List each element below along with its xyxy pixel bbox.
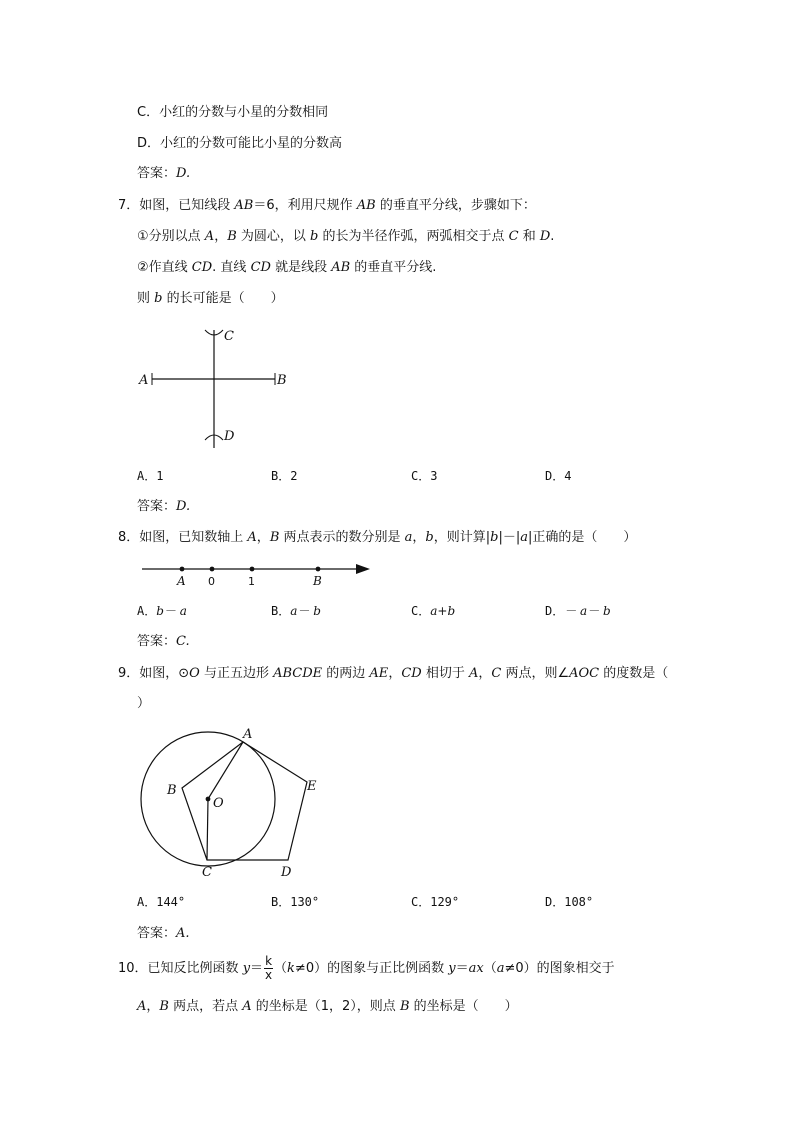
- q7-step2: [137, 259, 436, 277]
- q8-stem: [118, 529, 636, 547]
- center-o: [206, 797, 211, 802]
- var: B: [399, 999, 410, 1014]
- text: ＝: [455, 961, 469, 976]
- q9-stem: [118, 665, 668, 683]
- text: ≠0）的图象相交于: [504, 961, 615, 976]
- q9-option-b: B．130°: [271, 895, 320, 909]
- label-o: O: [213, 796, 224, 811]
- text: 8．如图，已知数轴上: [118, 530, 248, 545]
- q8-number-line: [136, 558, 376, 590]
- option-prefix: B．: [271, 604, 291, 618]
- q8-answer: [137, 633, 190, 651]
- text: （: [483, 961, 497, 976]
- var: A: [242, 999, 252, 1014]
- var: CD: [191, 260, 213, 275]
- option-prefix: D．: [545, 604, 565, 618]
- q8-option-b: [271, 602, 321, 620]
- text: ①分别以点: [137, 229, 205, 244]
- label-b: B: [277, 373, 287, 388]
- text: .: [550, 229, 555, 244]
- var: a: [520, 530, 528, 545]
- var: ABCDE: [273, 666, 323, 681]
- label-d: D: [281, 865, 292, 880]
- option-expr: a－ b: [290, 604, 321, 618]
- q7-step1: [137, 228, 554, 246]
- label-a: A: [243, 727, 253, 742]
- text: 10．已知反比例函数: [118, 961, 243, 976]
- point-one: [250, 567, 255, 572]
- text: 的垂直平分线.: [350, 260, 437, 275]
- var: D: [539, 229, 551, 244]
- q6-answer: [137, 165, 190, 183]
- text: ②作直线: [137, 260, 192, 275]
- text: ，: [146, 999, 160, 1014]
- text: ，: [478, 666, 492, 681]
- var: AE: [369, 666, 389, 681]
- text: ＝6，利用尺规作: [253, 198, 357, 213]
- var: A: [468, 666, 479, 681]
- q8-option-d: [545, 602, 611, 620]
- label-zero: 0: [208, 575, 215, 588]
- text: ，: [388, 666, 402, 681]
- var: AOC: [569, 666, 600, 681]
- q9-option-a: A．144°: [137, 895, 186, 909]
- segment-oc: [207, 799, 208, 860]
- var: CD: [401, 666, 422, 681]
- text: 的坐标是（ ）: [409, 999, 518, 1014]
- text: 7．如图，已知线段: [118, 198, 235, 213]
- answer-value: D.: [176, 166, 191, 181]
- q9-stem-cont: ）: [137, 696, 151, 711]
- q6-option-c: C．小红的分数与小星的分数相同: [137, 105, 329, 120]
- var: a: [496, 961, 505, 976]
- text: ，: [256, 530, 270, 545]
- text: 的长为半径作弧，两弧相交于点: [318, 229, 509, 244]
- text: 两点表示的数分别是: [279, 530, 405, 545]
- var: A: [247, 530, 257, 545]
- fraction-numerator: k: [265, 954, 273, 968]
- label-e: E: [307, 779, 317, 794]
- text: ，: [412, 530, 426, 545]
- answer-label: 答案：: [137, 166, 177, 181]
- text: 两点，若点: [168, 999, 243, 1014]
- answer-label: 答案：: [137, 634, 177, 649]
- var: y: [448, 961, 456, 976]
- text: 与正五边形: [199, 666, 274, 681]
- point-a: [180, 567, 185, 572]
- q9-option-c: C．129°: [411, 895, 460, 909]
- text: 的两边: [322, 666, 370, 681]
- text: ＝: [250, 961, 264, 976]
- label-c: C: [224, 329, 234, 344]
- text: 的垂直平分线，步骤如下：: [375, 198, 536, 213]
- label-b: B: [167, 783, 177, 798]
- text: ，: [214, 229, 228, 244]
- text: |－|: [498, 530, 521, 545]
- answer-value: D.: [176, 499, 191, 514]
- var: C: [508, 229, 519, 244]
- var: B: [159, 999, 169, 1014]
- q7-option-d: D．4: [545, 469, 572, 483]
- text: （: [274, 961, 288, 976]
- var: a: [404, 530, 413, 545]
- var: AB: [331, 260, 351, 275]
- answer-label: 答案：: [137, 926, 177, 941]
- var: b: [490, 530, 499, 545]
- var: AB: [234, 198, 254, 213]
- option-prefix: C．: [411, 604, 431, 618]
- q7-option-a: A．1: [137, 469, 164, 483]
- point-b: [316, 567, 321, 572]
- var: k: [287, 961, 295, 976]
- var: y: [242, 961, 251, 976]
- text: 相切于: [421, 666, 469, 681]
- var: b: [425, 530, 434, 545]
- var: AB: [356, 198, 376, 213]
- text: 为圆心，以: [236, 229, 311, 244]
- q7-option-b: B．2: [271, 469, 298, 483]
- q7-figure: [136, 320, 306, 455]
- var: CD: [250, 260, 271, 275]
- option-expr: － a－ b: [564, 604, 611, 618]
- q7-option-c: C．3: [411, 469, 438, 483]
- var: B: [227, 229, 237, 244]
- text: 的坐标是（1，2），则点: [251, 999, 400, 1014]
- text: 的度数是（: [599, 666, 669, 681]
- q10-stem: [118, 954, 615, 984]
- label-a: A: [139, 373, 149, 388]
- label-c: C: [202, 865, 212, 880]
- axis-arrow-icon: [356, 564, 370, 574]
- text: 9．如图，⊙: [118, 666, 190, 681]
- q6-option-d: D．小红的分数可能比小星的分数高: [137, 136, 343, 151]
- q10-stem-line2: [137, 998, 518, 1016]
- q8-option-c: [411, 602, 455, 620]
- var: ax: [468, 961, 484, 976]
- answer-value: C.: [176, 634, 190, 649]
- var: b: [154, 291, 163, 306]
- text: . 直线: [212, 260, 251, 275]
- option-expr: a+b: [430, 604, 456, 618]
- q7-answer: [137, 498, 190, 516]
- label-d: D: [224, 429, 235, 444]
- label-b: B: [313, 574, 322, 588]
- var: A: [204, 229, 215, 244]
- var: b: [310, 229, 319, 244]
- q9-figure: [136, 722, 336, 882]
- var: C: [491, 666, 502, 681]
- q7-ask: [137, 290, 284, 308]
- text: ，则计算|: [433, 530, 491, 545]
- q9-option-d: D．108°: [545, 895, 594, 909]
- segment-oa: [208, 742, 243, 799]
- var: B: [269, 530, 280, 545]
- text: |正确的是（ ）: [528, 530, 637, 545]
- point-zero: [210, 567, 215, 572]
- q7-stem: [118, 197, 536, 215]
- option-prefix: A．: [137, 604, 157, 618]
- q9-answer: [137, 925, 190, 943]
- text: 则: [137, 291, 155, 306]
- text: 和: [518, 229, 540, 244]
- answer-value: A.: [176, 926, 190, 941]
- text: 两点，则∠: [501, 666, 570, 681]
- label-a: A: [177, 574, 186, 588]
- q8-option-a: [137, 602, 187, 620]
- fraction-k-over-x: [264, 955, 273, 982]
- fraction-denominator: x: [264, 968, 273, 982]
- label-one: 1: [248, 575, 255, 588]
- pentagon-abcde: [182, 742, 307, 860]
- option-expr: b－ a: [156, 604, 187, 618]
- answer-label: 答案：: [137, 499, 177, 514]
- text: 的长可能是（ ）: [162, 291, 284, 306]
- var: O: [189, 666, 200, 681]
- text: 就是线段: [270, 260, 332, 275]
- var: A: [137, 999, 147, 1014]
- text: ≠0）的图象与正比例函数: [294, 961, 449, 976]
